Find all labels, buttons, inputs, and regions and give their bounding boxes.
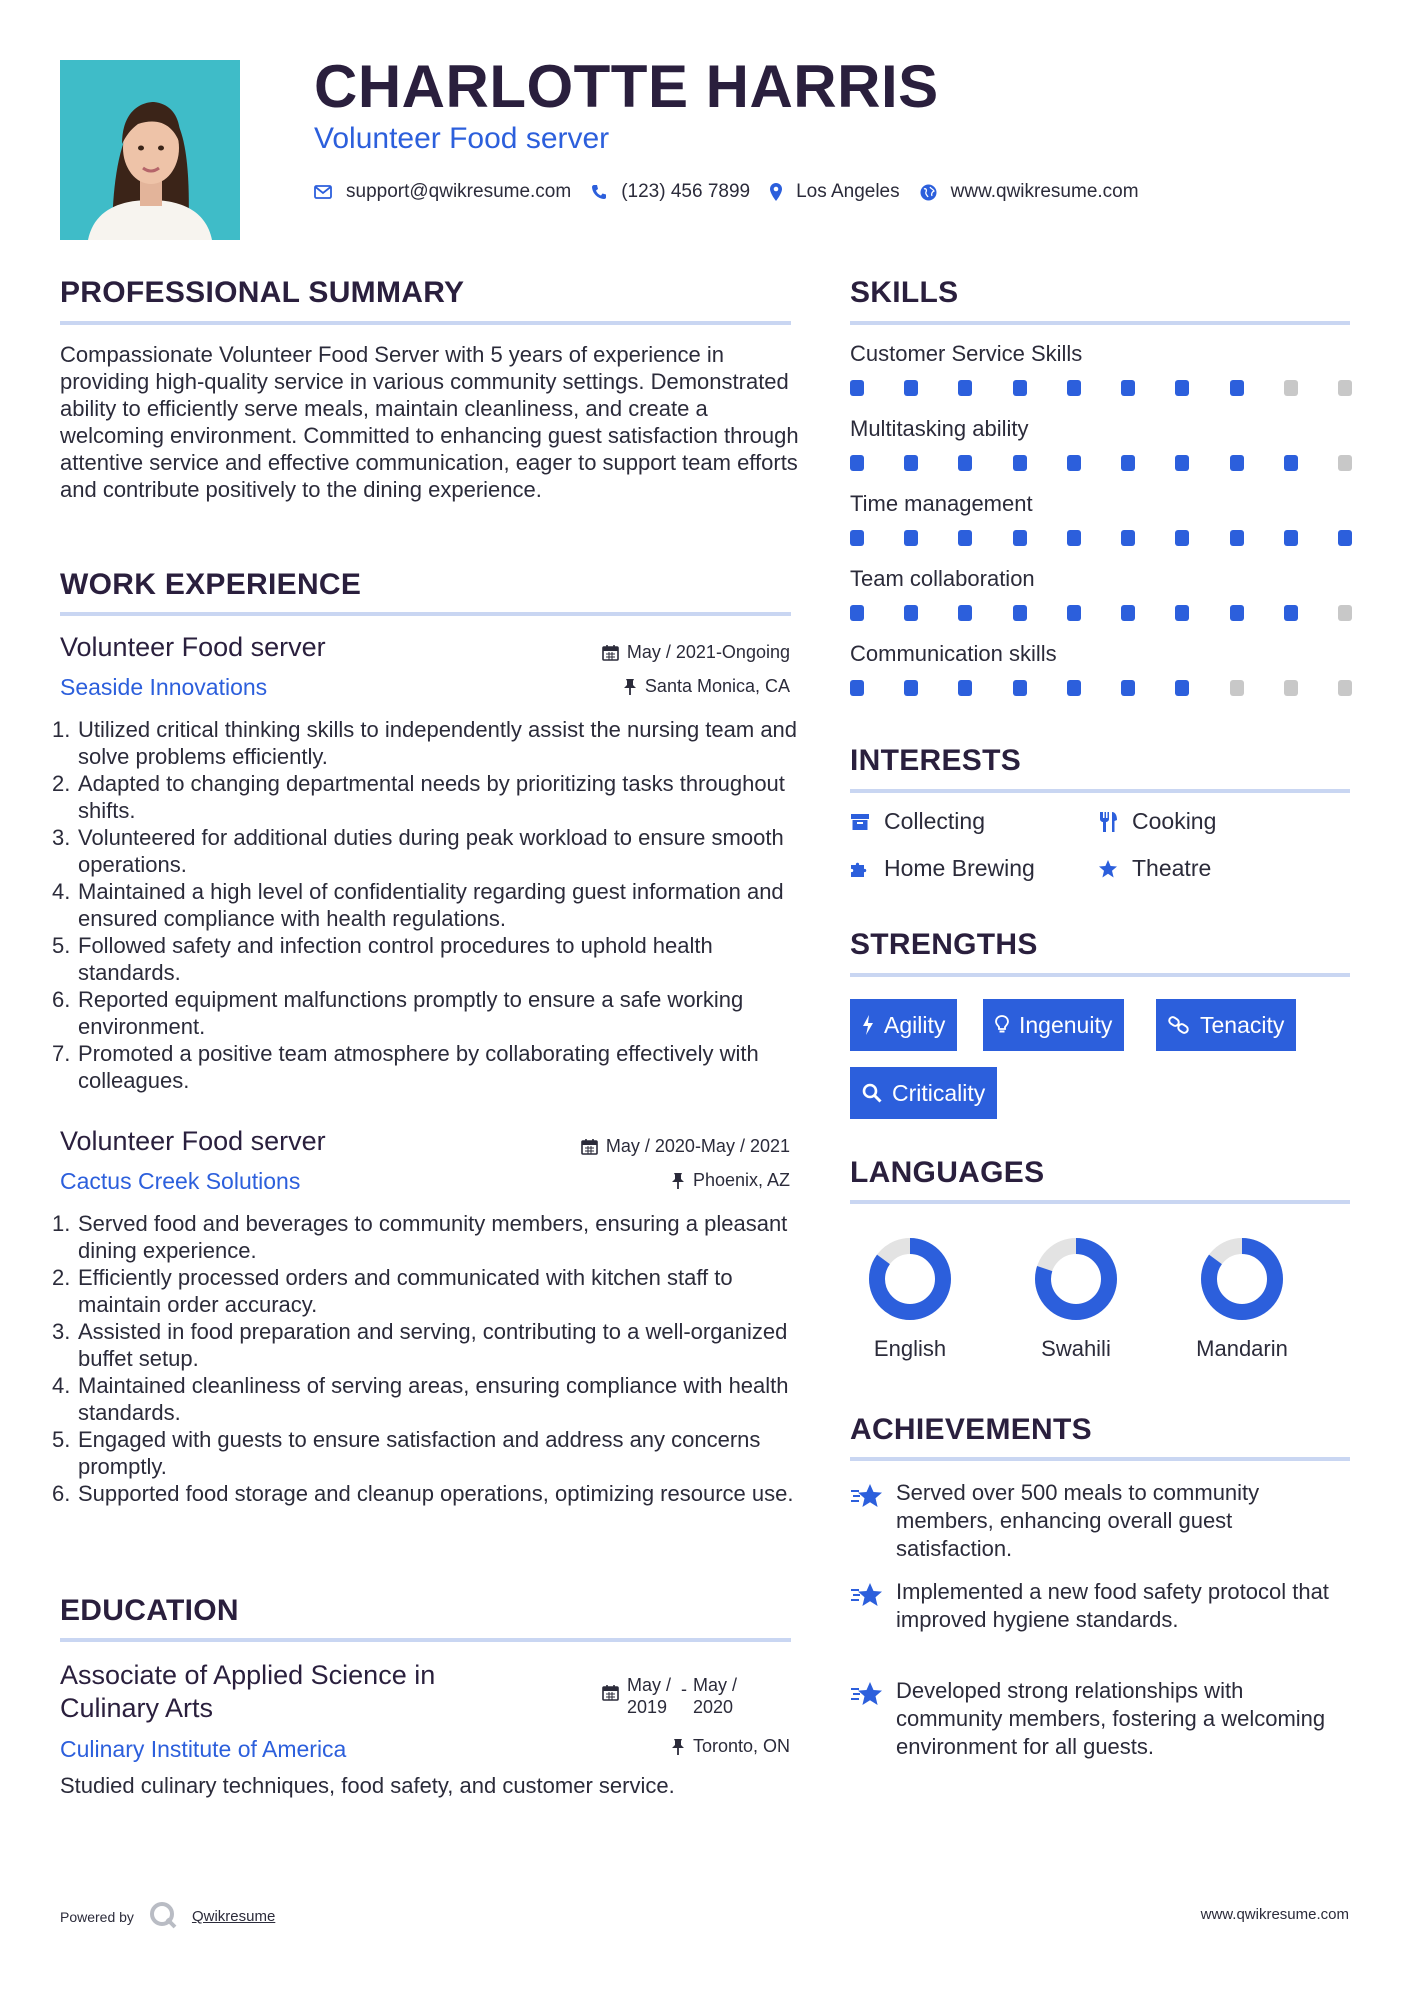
star-badge-icon bbox=[850, 1681, 884, 1707]
list-item: 2. Efficiently processed orders and communicated with kitchen staff to maintain order accuracy. bbox=[52, 1265, 733, 1317]
rating-dot bbox=[1013, 605, 1027, 621]
strength-ingenuity: Ingenuity bbox=[983, 999, 1124, 1051]
star-badge-icon bbox=[850, 1582, 884, 1608]
globe-icon bbox=[920, 184, 937, 201]
languages-heading: LANGUAGES bbox=[850, 1156, 1045, 1189]
rating-dot bbox=[1121, 530, 1135, 546]
education-degree bbox=[60, 1659, 435, 1725]
rating-dot bbox=[1175, 680, 1189, 696]
skills-rule bbox=[850, 321, 1350, 325]
list-item: 5. Engaged with guests to ensure satisfaction and address any concerns promptly. bbox=[52, 1427, 761, 1479]
interest-collecting: Collecting bbox=[850, 808, 985, 835]
rating-dot bbox=[1175, 605, 1189, 621]
summary-rule bbox=[60, 321, 791, 325]
job-1-location bbox=[623, 676, 790, 697]
pushpin-icon bbox=[671, 1172, 685, 1189]
interests-rule bbox=[850, 789, 1350, 793]
rating-dot bbox=[850, 455, 864, 471]
job-2-company: Cactus Creek Solutions bbox=[60, 1168, 301, 1194]
rating-dot bbox=[958, 455, 972, 471]
skill-rating bbox=[850, 380, 1352, 396]
rating-dot bbox=[1121, 380, 1135, 396]
list-item: 3. Volunteered for additional duties during peak workload to ensure smooth operations. bbox=[52, 825, 784, 877]
achievement-3: Developed strong relationships with community members, fostering a welcoming environment for all guests. bbox=[850, 1677, 1350, 1761]
rating-dot bbox=[1121, 680, 1135, 696]
rating-dot bbox=[1175, 455, 1189, 471]
skill-rating bbox=[850, 455, 1352, 471]
pushpin-icon bbox=[671, 1738, 685, 1755]
rating-dot bbox=[1067, 605, 1081, 621]
rating-dot bbox=[958, 680, 972, 696]
strengths-rule bbox=[850, 973, 1350, 977]
education-location-text: Toronto, ON bbox=[692, 1736, 790, 1756]
utensils-icon bbox=[1098, 811, 1118, 833]
list-item: 4. Maintained a high level of confidentiality regarding guest information and ensured compliance with health regulations. bbox=[52, 879, 784, 931]
education-school: Culinary Institute of America bbox=[60, 1736, 347, 1762]
rating-dot bbox=[1230, 380, 1244, 396]
skill-rating bbox=[850, 530, 1352, 546]
language-item bbox=[840, 1234, 980, 1362]
list-item: 2. Adapted to changing departmental needs by prioritizing tasks throughout shifts. bbox=[52, 771, 785, 823]
list-item: 6. Supported food storage and cleanup operations, optimizing resource use. bbox=[52, 1481, 794, 1506]
list-item: 1. Utilized critical thinking skills to independently assist the nursing team and solve problems efficiently. bbox=[52, 717, 798, 769]
interest-home-brewing: Home Brewing bbox=[850, 855, 1035, 882]
education-heading: EDUCATION bbox=[60, 1594, 239, 1627]
calendar-icon bbox=[581, 1138, 598, 1155]
rating-dot bbox=[1284, 530, 1298, 546]
rating-dot bbox=[1230, 530, 1244, 546]
list-item: 5. Followed safety and infection control procedures to uphold health standards. bbox=[52, 933, 713, 985]
rating-dot bbox=[1013, 380, 1027, 396]
rating-dot bbox=[850, 680, 864, 696]
skill-rating bbox=[850, 605, 1352, 621]
calendar-icon bbox=[602, 644, 619, 661]
rating-dot bbox=[1284, 455, 1298, 471]
skill-label: Customer Service Skills bbox=[850, 341, 1083, 366]
rating-dot bbox=[904, 455, 918, 471]
education-description: Studied culinary techniques, food safety, and customer service. bbox=[60, 1773, 675, 1798]
strength-criticality: Criticality bbox=[850, 1067, 997, 1119]
job-2-dates-text: May / 2020-May / 2021 bbox=[605, 1136, 790, 1156]
language-donut bbox=[1197, 1234, 1287, 1324]
achievements-heading: ACHIEVEMENTS bbox=[850, 1413, 1092, 1446]
contact-bar bbox=[314, 178, 1159, 206]
candidate-name: CHARLOTTE HARRIS bbox=[314, 53, 939, 120]
phone-icon bbox=[591, 184, 607, 200]
rating-dot bbox=[1013, 680, 1027, 696]
summary-heading: PROFESSIONAL SUMMARY bbox=[60, 276, 465, 309]
achievement-1: Served over 500 meals to community members, enhancing overall guest satisfaction. bbox=[850, 1479, 1350, 1563]
language-name: Mandarin bbox=[1196, 1336, 1288, 1361]
pushpin-icon bbox=[623, 678, 637, 695]
rating-dot bbox=[1121, 455, 1135, 471]
list-item: 6. Reported equipment malfunctions promptly to ensure a safe working environment. bbox=[52, 987, 744, 1039]
rating-dot bbox=[904, 680, 918, 696]
achievements-rule bbox=[850, 1457, 1350, 1461]
language-item bbox=[1006, 1234, 1146, 1362]
powered-by-label: Powered by bbox=[60, 1908, 134, 1925]
job-1-location-text: Santa Monica, CA bbox=[644, 676, 790, 696]
education-degree-line-2: Culinary Arts bbox=[60, 1693, 214, 1723]
rating-dot bbox=[1338, 605, 1352, 621]
job-2-location bbox=[671, 1170, 790, 1191]
rating-dot bbox=[1067, 680, 1081, 696]
list-item: 4. Maintained cleanliness of serving areas, ensuring compliance with health standards. bbox=[52, 1373, 789, 1425]
job-2-dates bbox=[581, 1136, 790, 1157]
language-donut bbox=[865, 1234, 955, 1324]
rating-dot bbox=[1338, 680, 1352, 696]
rating-dot bbox=[1175, 530, 1189, 546]
contact-phone[interactable]: (123) 456 7899 bbox=[621, 181, 751, 202]
rating-dot bbox=[1338, 455, 1352, 471]
rating-dot bbox=[850, 530, 864, 546]
rating-dot bbox=[850, 605, 864, 621]
lightbulb-icon bbox=[995, 1015, 1009, 1035]
rating-dot bbox=[850, 380, 864, 396]
list-item: 7. Promoted a positive team atmosphere by collaborating effectively with colleagues. bbox=[52, 1041, 759, 1093]
star-badge-icon bbox=[850, 1483, 884, 1509]
puzzle-icon bbox=[850, 859, 870, 879]
rating-dot bbox=[1338, 530, 1352, 546]
job-2-bullets bbox=[52, 1210, 800, 1507]
job-1-dates-text: May / 2021-Ongoing bbox=[626, 642, 790, 662]
skills-heading: SKILLS bbox=[850, 276, 959, 309]
job-1-dates bbox=[602, 642, 790, 663]
rating-dot bbox=[1284, 380, 1298, 396]
rating-dot bbox=[1284, 680, 1298, 696]
language-item bbox=[1172, 1234, 1312, 1362]
rating-dot bbox=[1067, 380, 1081, 396]
strength-tenacity: Tenacity bbox=[1156, 999, 1296, 1051]
rating-dot bbox=[1067, 530, 1081, 546]
education-dates: May / 2019 - May / 2020 bbox=[602, 1674, 737, 1718]
bolt-icon bbox=[862, 1015, 874, 1035]
skill-rating bbox=[850, 680, 1352, 696]
rating-dot bbox=[904, 380, 918, 396]
rating-dot bbox=[904, 605, 918, 621]
skill-label: Communication skills bbox=[850, 641, 1057, 666]
rating-dot bbox=[1338, 380, 1352, 396]
strengths-heading: STRENGTHS bbox=[850, 928, 1038, 961]
link-icon bbox=[1168, 1015, 1190, 1035]
footer-website[interactable]: www.qwikresume.com bbox=[1200, 1906, 1349, 1923]
candidate-title: Volunteer Food server bbox=[314, 122, 610, 155]
qwikresume-link[interactable]: Qwikresume bbox=[191, 1908, 276, 1925]
contact-website[interactable]: www.qwikresume.com bbox=[950, 181, 1139, 202]
skill-label: Team collaboration bbox=[850, 566, 1035, 591]
summary-text: Compassionate Volunteer Food Server with 5 years of experience in providing high-quality service in various community settings. Demonstrated ability to efficiently serve meals, maintain cleanliness, and create a welcoming environment. Committed to enhancing guest satisfaction through attentive service and effective communication, eager to support team efforts and contribute positively to the dining experience. bbox=[60, 342, 799, 502]
profile-photo bbox=[60, 60, 240, 240]
rating-dot bbox=[958, 605, 972, 621]
rating-dot bbox=[1013, 455, 1027, 471]
rating-dot bbox=[1121, 605, 1135, 621]
experience-rule bbox=[60, 612, 791, 616]
experience-heading: WORK EXPERIENCE bbox=[60, 568, 362, 601]
rating-dot bbox=[1230, 605, 1244, 621]
contact-email[interactable]: support@qwikresume.com bbox=[346, 181, 572, 202]
contact-location: Los Angeles bbox=[796, 181, 900, 202]
achievement-2: Implemented a new food safety protocol that improved hygiene standards. bbox=[850, 1578, 1350, 1634]
rating-dot bbox=[958, 380, 972, 396]
list-item: 3. Assisted in food preparation and serving, contributing to a well-organized buffet setup. bbox=[52, 1319, 788, 1371]
education-end: May / 2020 bbox=[693, 1675, 738, 1717]
footer-powered-by bbox=[60, 1900, 275, 1933]
language-donut bbox=[1031, 1234, 1121, 1324]
archive-icon bbox=[850, 812, 870, 832]
star-icon bbox=[1098, 859, 1118, 879]
rating-dot bbox=[1175, 380, 1189, 396]
rating-dot bbox=[1230, 455, 1244, 471]
rating-dot bbox=[904, 530, 918, 546]
skill-label: Multitasking ability bbox=[850, 416, 1029, 441]
interests-heading: INTERESTS bbox=[850, 744, 1022, 777]
job-1-company: Seaside Innovations bbox=[60, 674, 268, 700]
job-1-bullets bbox=[52, 716, 800, 1094]
interest-theatre: Theatre bbox=[1098, 855, 1211, 882]
interest-cooking: Cooking bbox=[1098, 808, 1216, 835]
job-2-location-text: Phoenix, AZ bbox=[692, 1170, 790, 1190]
education-location bbox=[671, 1736, 790, 1757]
language-name: English bbox=[873, 1336, 947, 1361]
rating-dot bbox=[958, 530, 972, 546]
education-degree-line-1: Associate of Applied Science in bbox=[60, 1660, 436, 1690]
list-item: 1. Served food and beverages to community members, ensuring a pleasant dining experience. bbox=[52, 1211, 788, 1263]
envelope-icon bbox=[314, 185, 332, 199]
skill-label: Time management bbox=[850, 491, 1033, 516]
qwikresume-logo-icon bbox=[148, 1900, 178, 1933]
job-2-title: Volunteer Food server bbox=[60, 1126, 326, 1156]
language-name: Swahili bbox=[1041, 1336, 1111, 1361]
strength-agility: Agility bbox=[850, 999, 957, 1051]
rating-dot bbox=[1284, 605, 1298, 621]
education-rule bbox=[60, 1638, 791, 1642]
languages-rule bbox=[850, 1200, 1350, 1204]
education-start: May / 2019 bbox=[627, 1675, 672, 1717]
search-icon bbox=[862, 1083, 882, 1103]
job-1-title: Volunteer Food server bbox=[60, 632, 326, 662]
rating-dot bbox=[1230, 680, 1244, 696]
map-pin-icon bbox=[770, 183, 782, 201]
calendar-icon bbox=[602, 1684, 619, 1701]
rating-dot bbox=[1067, 455, 1081, 471]
rating-dot bbox=[1013, 530, 1027, 546]
